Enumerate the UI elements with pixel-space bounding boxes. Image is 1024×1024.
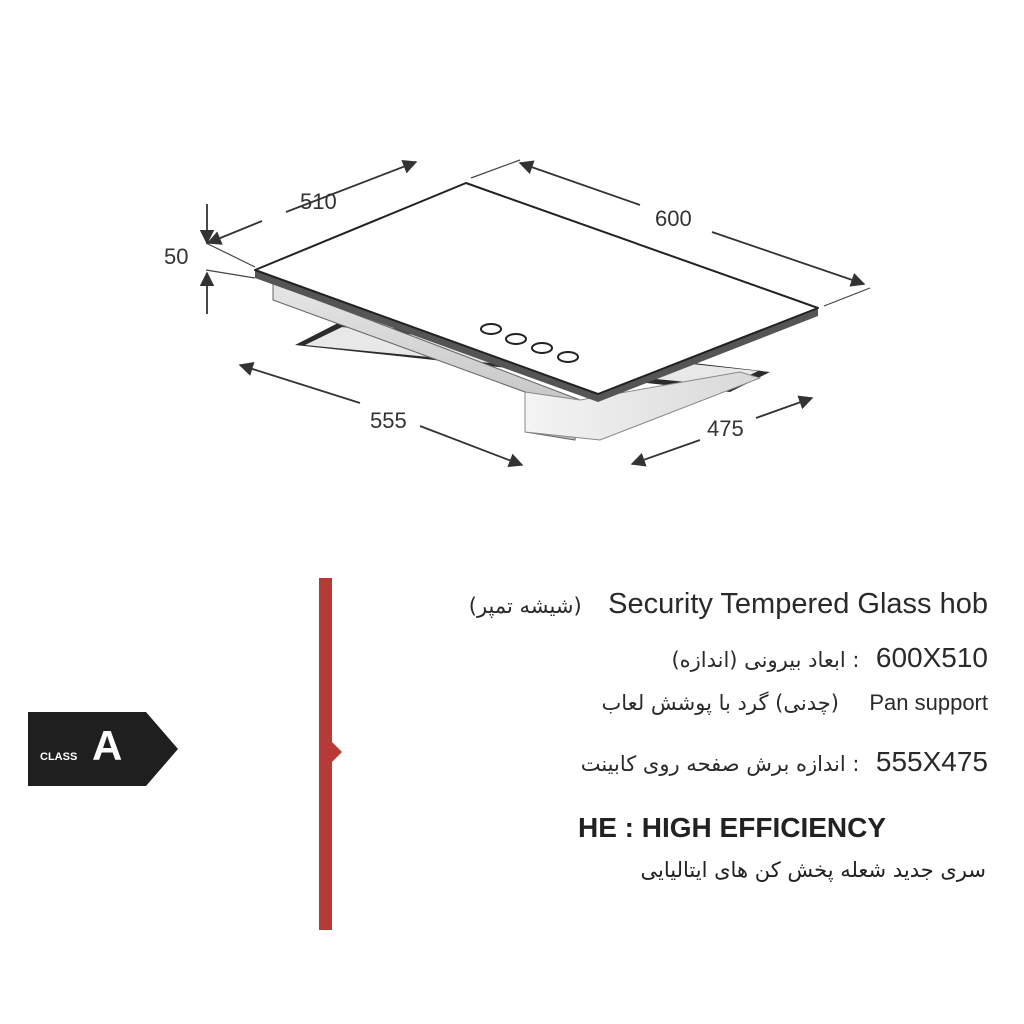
- spec-cut-label: : اندازه برش صفحه روی کابینت: [580, 752, 860, 776]
- knob-icon: [506, 334, 526, 344]
- accent-pointer: [332, 742, 342, 762]
- dim-label-600: 600: [655, 206, 692, 231]
- dim-line-555: [420, 426, 522, 465]
- dim-line-510: [208, 221, 262, 243]
- dim-line-555: [240, 365, 360, 403]
- spec-title-fa: (شیشه تمپر): [468, 594, 582, 618]
- dim-line-600: [520, 163, 640, 205]
- efficiency-title: HE : HIGH EFFICIENCY: [578, 812, 887, 843]
- knob-icon: [532, 343, 552, 353]
- spec-outer-dimensions-row: [671, 642, 988, 674]
- glass-top: [255, 183, 818, 394]
- spec-pan-support-row: [602, 690, 988, 716]
- energy-class-letter: A: [92, 722, 123, 769]
- spec-outer-value: 600X510: [875, 642, 988, 673]
- efficiency-subtitle: سری جدید شعله پخش کن های ایتالیایی: [640, 858, 986, 882]
- dim-line-475: [632, 440, 700, 464]
- spec-cut-value: 555X475: [875, 746, 988, 777]
- dim-label-510: 510: [300, 189, 337, 214]
- dim-label-50: 50: [164, 244, 189, 269]
- knob-icon: [558, 352, 578, 362]
- dim-line-600: [712, 232, 864, 284]
- spec-outer-label: : ابعاد بیرونی (اندازه): [671, 648, 860, 672]
- dim-line-475: [756, 398, 812, 418]
- dim-label-555: 555: [370, 408, 407, 433]
- spec-pan-value: (چدنی) گرد با پوشش لعاب: [601, 691, 839, 715]
- spec-title-en: Security Tempered Glass hob: [608, 588, 988, 620]
- dim-label-475: 475: [707, 416, 744, 441]
- spec-pan-label: Pan support: [869, 690, 988, 715]
- spec-cutout-row: [581, 746, 988, 778]
- spec-title-row: [469, 588, 988, 621]
- energy-class-label: CLASS: [40, 751, 78, 763]
- accent-bar: [319, 578, 332, 930]
- knob-icon: [481, 324, 501, 334]
